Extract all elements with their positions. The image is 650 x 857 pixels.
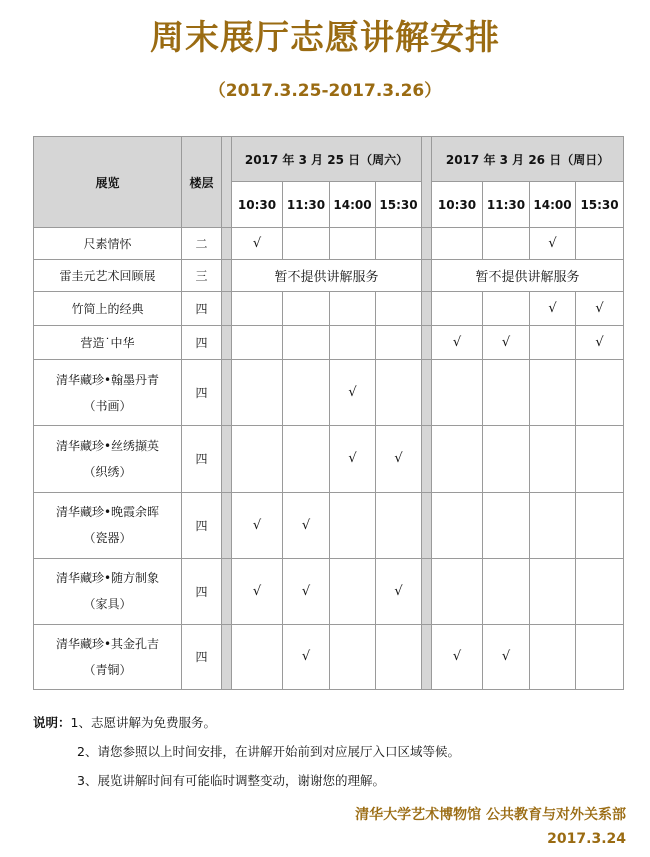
exhibit-name-cell <box>34 326 182 360</box>
floor-cell: 四 <box>182 624 222 689</box>
divider-gap <box>422 558 432 624</box>
note-line <box>33 708 633 737</box>
empty-slot-cell <box>232 426 283 492</box>
empty-slot-cell <box>432 360 483 426</box>
floor-cell: 三 <box>182 260 222 292</box>
date-range-subtitle: （2017.3.25-2017.3.26） <box>208 81 442 101</box>
divider-gap <box>222 360 232 426</box>
empty-slot-cell <box>483 426 530 492</box>
check-mark-cell: √ <box>432 624 483 689</box>
divider-gap <box>422 292 432 326</box>
divider-gap <box>422 137 432 228</box>
check-mark-cell: √ <box>432 326 483 360</box>
exhibit-name-cell <box>34 624 182 689</box>
header-day-sunday: 2017 年 3 月 26 日（周日） <box>432 137 624 182</box>
exhibit-name: 清华藏珍•其金孔吉 <box>55 636 160 651</box>
exhibit-name: 清华藏珍•随方制象 <box>55 571 160 586</box>
floor-cell: 二 <box>182 228 222 260</box>
divider-gap <box>222 492 232 558</box>
divider-gap <box>422 426 432 492</box>
empty-slot-cell <box>330 326 376 360</box>
empty-slot-cell <box>432 426 483 492</box>
check-mark-cell: √ <box>330 360 376 426</box>
empty-slot-cell <box>283 326 330 360</box>
check-mark-cell: √ <box>232 558 283 624</box>
empty-slot-cell <box>530 360 576 426</box>
exhibit-category: （家具） <box>83 597 132 612</box>
empty-slot-cell <box>330 558 376 624</box>
floor-cell: 四 <box>182 326 222 360</box>
empty-slot-cell <box>530 624 576 689</box>
table-row <box>34 228 624 260</box>
floor-cell: 四 <box>182 292 222 326</box>
empty-slot-cell <box>483 228 530 260</box>
empty-slot-cell <box>283 426 330 492</box>
exhibit-name-cell <box>34 360 182 426</box>
time-header: 11:30 <box>283 182 330 228</box>
empty-slot-cell <box>483 360 530 426</box>
table-row <box>34 492 624 558</box>
divider-gap <box>222 326 232 360</box>
empty-slot-cell <box>330 292 376 326</box>
schedule-body <box>34 228 624 690</box>
exhibit-name-cell <box>34 228 182 260</box>
empty-slot-cell <box>530 326 576 360</box>
empty-slot-cell <box>376 292 422 326</box>
divider-gap <box>422 326 432 360</box>
empty-slot-cell <box>530 492 576 558</box>
exhibit-name-cell <box>34 558 182 624</box>
note-item: 3、展览讲解时间有可能临时调整变动，谢谢您的理解。 <box>77 773 385 788</box>
header-day-saturday: 2017 年 3 月 25 日（周六） <box>232 137 422 182</box>
empty-slot-cell <box>376 326 422 360</box>
exhibit-name: 清华藏珍•翰墨丹青 <box>55 372 160 387</box>
exhibit-name: 清华藏珍•晚霞余晖 <box>55 505 160 520</box>
no-service-note: 暂不提供讲解服务 <box>432 260 624 292</box>
check-mark-cell: √ <box>283 492 330 558</box>
divider-gap <box>422 360 432 426</box>
notes-section <box>33 708 633 795</box>
empty-slot-cell <box>376 624 422 689</box>
header-floor: 楼层 <box>182 137 222 228</box>
exhibit-name: 清华藏珍•丝绣撷英 <box>55 438 160 453</box>
table-row <box>34 624 624 689</box>
empty-slot-cell <box>232 292 283 326</box>
empty-slot-cell <box>330 228 376 260</box>
exhibit-name: 营造˙中华 <box>80 335 135 350</box>
exhibit-name-cell <box>34 426 182 492</box>
exhibit-category: （织绣） <box>83 464 132 479</box>
empty-slot-cell <box>576 492 624 558</box>
time-header: 14:00 <box>530 182 576 228</box>
divider-gap <box>422 260 432 292</box>
floor-cell: 四 <box>182 426 222 492</box>
footer-date: 2017.3.24 <box>547 831 626 847</box>
page-title: 周末展厅志愿讲解安排 <box>150 18 500 58</box>
time-header: 10:30 <box>432 182 483 228</box>
empty-slot-cell <box>530 426 576 492</box>
note-item: 1、志愿讲解为免费服务。 <box>70 715 216 730</box>
empty-slot-cell <box>432 492 483 558</box>
check-mark-cell: √ <box>483 624 530 689</box>
check-mark-cell: √ <box>530 292 576 326</box>
check-mark-cell: √ <box>576 292 624 326</box>
floor-cell: 四 <box>182 360 222 426</box>
empty-slot-cell <box>232 624 283 689</box>
empty-slot-cell <box>576 360 624 426</box>
floor-cell: 四 <box>182 492 222 558</box>
divider-gap <box>222 228 232 260</box>
time-header: 15:30 <box>576 182 624 228</box>
empty-slot-cell <box>483 292 530 326</box>
empty-slot-cell <box>232 360 283 426</box>
table-row <box>34 292 624 326</box>
empty-slot-cell <box>576 426 624 492</box>
check-mark-cell: √ <box>232 492 283 558</box>
check-mark-cell: √ <box>483 326 530 360</box>
divider-gap <box>222 426 232 492</box>
empty-slot-cell <box>483 492 530 558</box>
exhibit-name: 竹简上的经典 <box>71 301 144 316</box>
check-mark-cell: √ <box>283 558 330 624</box>
divider-gap <box>222 624 232 689</box>
empty-slot-cell <box>376 492 422 558</box>
time-header: 10:30 <box>232 182 283 228</box>
check-mark-cell: √ <box>576 326 624 360</box>
check-mark-cell: √ <box>232 228 283 260</box>
exhibit-name-cell <box>34 292 182 326</box>
footer-organization: 清华大学艺术博物馆 公共教育与对外关系部 <box>355 807 626 823</box>
exhibit-name: 雷圭元艺术回顾展 <box>59 268 156 283</box>
table-row <box>34 326 624 360</box>
divider-gap <box>422 492 432 558</box>
empty-slot-cell <box>483 558 530 624</box>
empty-slot-cell <box>432 292 483 326</box>
table-row <box>34 260 624 292</box>
schedule-table <box>33 136 624 690</box>
empty-slot-cell <box>576 228 624 260</box>
header-exhibit: 展览 <box>34 137 182 228</box>
divider-gap <box>222 260 232 292</box>
exhibit-category: （青铜） <box>83 662 132 677</box>
empty-slot-cell <box>283 228 330 260</box>
empty-slot-cell <box>576 558 624 624</box>
empty-slot-cell <box>432 228 483 260</box>
no-service-note: 暂不提供讲解服务 <box>232 260 422 292</box>
note-item: 2、请您参照以上时间安排，在讲解开始前到对应展厅入口区域等候。 <box>77 744 460 759</box>
table-row <box>34 360 624 426</box>
divider-gap <box>222 558 232 624</box>
divider-gap <box>422 624 432 689</box>
time-header: 15:30 <box>376 182 422 228</box>
table-row <box>34 558 624 624</box>
time-header: 14:00 <box>330 182 376 228</box>
time-header: 11:30 <box>483 182 530 228</box>
empty-slot-cell <box>283 292 330 326</box>
exhibit-category: （瓷器） <box>83 531 132 546</box>
empty-slot-cell <box>530 558 576 624</box>
floor-cell: 四 <box>182 558 222 624</box>
empty-slot-cell <box>376 360 422 426</box>
empty-slot-cell <box>330 624 376 689</box>
empty-slot-cell <box>376 228 422 260</box>
exhibit-name-cell <box>34 492 182 558</box>
empty-slot-cell <box>330 492 376 558</box>
exhibit-category: （书画） <box>83 398 132 413</box>
notes-label: 说明： <box>33 715 71 730</box>
divider-gap <box>222 137 232 228</box>
divider-gap <box>222 292 232 326</box>
check-mark-cell: √ <box>283 624 330 689</box>
exhibit-name-cell <box>34 260 182 292</box>
check-mark-cell: √ <box>376 558 422 624</box>
check-mark-cell: √ <box>330 426 376 492</box>
check-mark-cell: √ <box>530 228 576 260</box>
divider-gap <box>422 228 432 260</box>
empty-slot-cell <box>432 558 483 624</box>
empty-slot-cell <box>283 360 330 426</box>
table-row <box>34 426 624 492</box>
empty-slot-cell <box>232 326 283 360</box>
exhibit-name: 尺素情怀 <box>83 236 132 251</box>
empty-slot-cell <box>576 624 624 689</box>
check-mark-cell: √ <box>376 426 422 492</box>
